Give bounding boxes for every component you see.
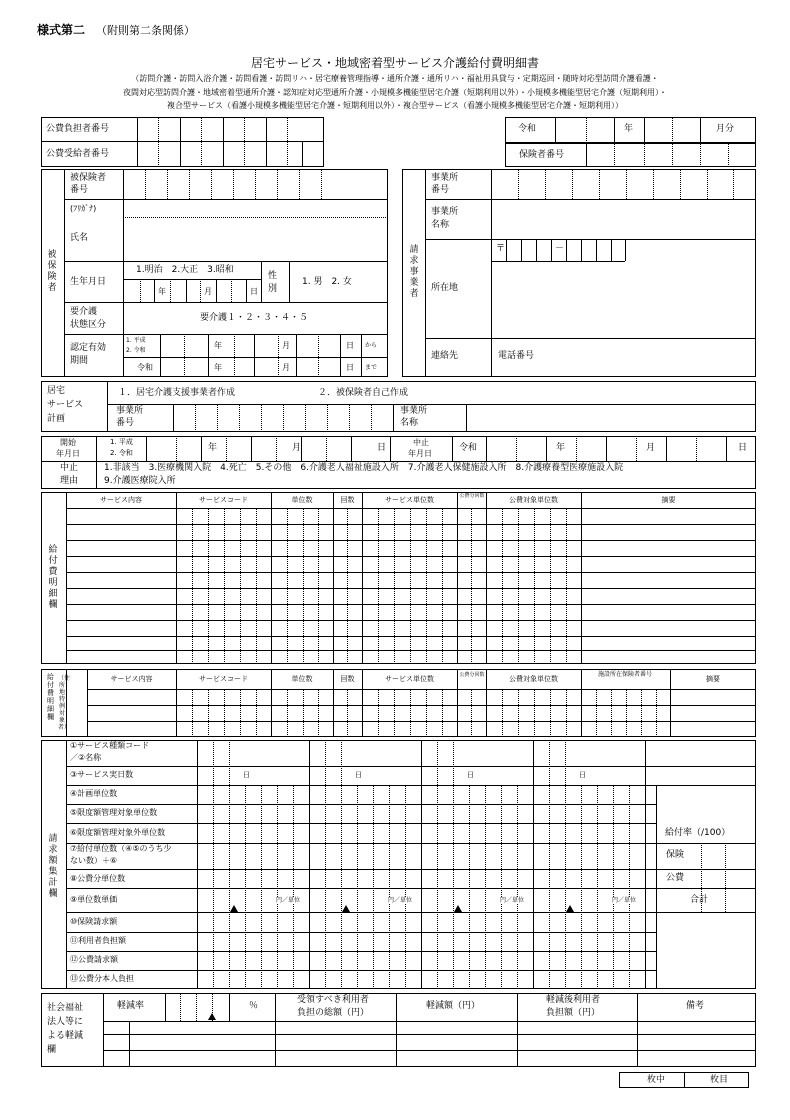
triangle-marker-icon	[454, 905, 462, 912]
stop-reason-label: 中止	[60, 463, 79, 473]
stop-reason-label-2: 理由	[60, 476, 79, 486]
cert-from-year: 年	[214, 341, 222, 350]
stop-reasons-2: 9.介護医療院入所	[104, 476, 176, 486]
cert-to-month: 月	[282, 363, 290, 372]
detail2-section-label: 給付費明細欄	[47, 673, 54, 721]
social-label-1: 社会福祉	[47, 1003, 84, 1013]
contact-label: 連絡先	[431, 351, 459, 361]
detail2-col-service: サービス内容	[110, 675, 153, 683]
row-benefit-units: ⑦給付単位数（④⑤のうち少	[70, 844, 172, 853]
summary-section-label: 請求額集計欄	[48, 834, 58, 899]
detail-col-public-units: 公費対象単位数	[509, 496, 558, 504]
start-year-unit: 年	[208, 443, 218, 453]
stop-era: 令和	[459, 443, 478, 453]
plan-office-no-label: 事業所	[116, 406, 144, 416]
claim-year-label: 年	[624, 124, 634, 134]
detail-section-label: 給付費明細欄	[48, 545, 58, 610]
triangle-marker-icon	[342, 905, 350, 912]
postal-dash: －	[555, 244, 565, 254]
yen-per-unit-3: 円／単位	[500, 897, 525, 904]
form-number: 様式第二	[37, 23, 86, 37]
provider-section	[402, 169, 756, 377]
start-date-label-2: 年月日	[56, 449, 80, 458]
plan-office-no-label-2: 番号	[116, 418, 135, 428]
stop-date-label-2: 年月日	[408, 449, 432, 458]
cert-from-day: 日	[346, 341, 354, 350]
provider-section-label: 請求事業者	[409, 245, 419, 299]
plan-office-name-label-2: 名称	[400, 418, 419, 428]
cert-to-day: 日	[346, 363, 354, 372]
cert-period-label-2: 期間	[70, 356, 89, 366]
row-plan-units: ④計画単位数	[70, 789, 118, 798]
row-nonlimit-units: ⑥限度額管理対象外単位数	[70, 828, 166, 837]
row-service-type: ①サービス種類コード	[70, 741, 150, 750]
cert-to-year: 年	[214, 363, 222, 372]
birthdate-label: 生年月日	[70, 277, 107, 287]
start-month-unit: 月	[292, 443, 302, 453]
service-plan-label-2: サービス	[47, 400, 84, 410]
public-rate-label: 公費	[666, 873, 685, 883]
detail2-col-code: サービスコード	[199, 675, 248, 683]
payer-number-label: 公費負担者番号	[46, 124, 110, 134]
cert-era-heisei: 1. 平成	[126, 337, 146, 344]
row-benefit-units-2: ない数）＋⑥	[70, 856, 118, 865]
cert-from-label: から	[365, 342, 378, 349]
row-unit-price: ⑨単位数単価	[70, 895, 118, 904]
provider-no-label: 事業所	[431, 173, 459, 183]
subtitle-line-3: 複合型サービス（看護小規模多機能型居宅介護・短期利用以外）・複合型サービス（看護小規模多機能型居宅介護・短期利用））	[167, 101, 623, 110]
yen-per-unit-4: 円／単位	[612, 897, 637, 904]
provider-name-label: 事業所	[431, 207, 459, 217]
plan-office-name-label: 事業所	[400, 406, 428, 416]
detail-col-summary: 摘要	[661, 496, 676, 504]
days-unit-1: 日	[243, 771, 250, 779]
detail-col-units: 単位数	[291, 496, 313, 504]
insured-number-label-2: 番号	[70, 185, 89, 195]
detail-col-service: サービス内容	[100, 496, 142, 504]
days-unit-4: 日	[579, 771, 586, 779]
start-day-unit: 日	[377, 443, 387, 453]
row-user-payment: ⑪利用者負担額	[70, 936, 126, 945]
row-public-units: ⑧公費分単位数	[70, 874, 126, 883]
social-label-4: 欄	[47, 1045, 57, 1055]
row-insurance-claim: ⑩保険請求額	[70, 917, 118, 926]
days-unit-2: 日	[355, 771, 362, 779]
postal-mark: 〒	[496, 244, 506, 254]
after-reduction-label-2: 負担額（円）	[546, 1008, 601, 1018]
cert-era-reiwa: 2. 令和	[126, 347, 146, 354]
social-label-2: 法人等に	[47, 1017, 84, 1027]
start-era-reiwa: 2. 令和	[110, 449, 133, 457]
stop-reasons-1: 1.非該当 3.医療機関入院 4.死亡 5.その他 6.介護老人福祉施設入所 7.介護老人保健施設入所 8.介護療養型医療施設入院	[104, 463, 624, 473]
page-title: 居宅サービス・地域密着型サービス介護給付費明細書	[250, 56, 539, 70]
birth-year-unit: 年	[158, 287, 166, 296]
detail-col-count: 回数	[340, 496, 355, 504]
detail2-col-count: 回数	[340, 675, 355, 683]
reduction-rate-label: 軽減率	[117, 1001, 145, 1011]
plan-option-2: ２．被保険者自己作成	[318, 388, 409, 398]
sheet-number-label: 枚目	[710, 1075, 729, 1085]
address-label: 所在地	[431, 283, 459, 293]
remarks-label: 備考	[686, 1001, 705, 1011]
claim-era: 令和	[518, 124, 537, 134]
detail2-col-service-units: サービス単位数	[385, 675, 434, 683]
social-label-3: よる軽減	[47, 1031, 84, 1041]
reduction-amount-label: 軽減額（円）	[426, 1001, 481, 1011]
detail-col-public-count: 公費分回数	[459, 493, 485, 499]
detail-col-service-units: サービス単位数	[385, 496, 434, 504]
care-level-label: 要介護	[70, 307, 98, 317]
cert-period-label: 認定有効	[70, 343, 107, 353]
row-service-days: ③サービス実日数	[70, 770, 134, 779]
name-label: 氏名	[70, 233, 89, 243]
triangle-marker-icon	[566, 905, 574, 912]
row-public-claim: ⑫公費請求額	[70, 955, 118, 964]
start-era-heisei: 1. 平成	[110, 438, 133, 446]
detail2-sub-label: （住所地特例対象者）	[58, 675, 71, 731]
cert-from-month: 月	[282, 341, 290, 350]
sex-options: 1. 男 2. 女	[302, 277, 352, 287]
provider-no-label-2: 番号	[431, 185, 450, 195]
detail-table	[41, 492, 756, 664]
care-level-label-2: 状態区分	[70, 320, 107, 330]
total-label: 合計	[690, 895, 709, 905]
birth-eras: 1.明治 2.大正 3.昭和	[136, 265, 234, 275]
yen-per-unit-1: 円／単位	[276, 897, 301, 904]
furigana-label: (ﾌﾘｶﾞﾅ)	[70, 204, 97, 213]
birth-month-unit: 月	[204, 287, 212, 296]
detail-col-code: サービスコード	[199, 496, 248, 504]
insurer-number-label: 保険者番号	[519, 150, 565, 160]
form-note: （附則第二条関係）	[96, 24, 195, 37]
percent-sign: ％	[249, 1001, 259, 1011]
birth-day-unit: 日	[250, 287, 258, 296]
total-burden-label-2: 負担の総額（円）	[297, 1008, 370, 1018]
cert-until-label: まで	[365, 364, 378, 371]
detail2-col-public-count: 公費分回数	[459, 672, 485, 678]
provider-name-label-2: 名称	[431, 220, 450, 230]
sex-label: 性	[268, 271, 278, 281]
social-reduction-section	[41, 993, 756, 1067]
stop-month-unit: 月	[646, 443, 656, 453]
days-unit-3: 日	[467, 771, 474, 779]
insured-section-label: 被保険者	[47, 250, 57, 293]
yen-per-unit-2: 円／単位	[388, 897, 413, 904]
total-burden-label: 受領すべき利用者	[297, 995, 369, 1005]
care-levels: 要介護１・２・３・４・５	[200, 313, 309, 323]
stop-year-unit: 年	[556, 443, 566, 453]
insurance-rate-label: 保険	[666, 850, 685, 860]
plan-option-1: １．居宅介護支援事業者作成	[118, 388, 236, 398]
detail2-col-summary: 摘要	[706, 675, 720, 683]
service-plan-label: 居宅	[47, 386, 66, 396]
triangle-marker-icon	[208, 1013, 216, 1020]
subtitle-line-2: 夜間対応型訪問介護・地域密着型通所介護・認知症対応型通所介護・小規模多機能型居宅介護（短期利用以外）・小規模多機能型居宅介護（短期利用）・	[123, 88, 667, 97]
detail2-col-facility-insurer: 施設所在保険者番号	[597, 671, 652, 678]
after-reduction-label: 軽減後利用者	[546, 995, 601, 1005]
stop-date-label: 中止	[413, 438, 429, 447]
claim-month-label: 月分	[716, 124, 735, 134]
start-date-label: 開始	[60, 438, 76, 447]
recipient-number-label: 公費受給者番号	[46, 149, 110, 159]
row-limit-units: ⑤限度額管理対象単位数	[70, 808, 158, 817]
triangle-marker-icon	[230, 905, 238, 912]
sex-label-2: 別	[268, 284, 278, 294]
row-public-self-pay: ⑬公費分本人負担	[70, 974, 134, 983]
sheet-total-label: 枚中	[647, 1075, 666, 1085]
service-plan-label-3: 計画	[47, 414, 66, 424]
detail2-col-public-units: 公費対象単位数	[509, 675, 558, 683]
detail2-col-units: 単位数	[291, 675, 313, 683]
row-service-name: ／②名称	[70, 753, 102, 762]
tel-label: 電話番号	[498, 351, 535, 361]
stop-day-unit: 日	[738, 443, 748, 453]
subtitle-line-1: （訪問介護・訪問入浴介護・訪問看護・訪問リハ・居宅療養管理指導・通所介護・通所リハ・福祉用具貸与・定期巡回・随時対応型訪問介護看護・	[131, 74, 659, 83]
benefit-rate-label: 給付率（/100）	[665, 828, 731, 838]
insured-number-label: 被保険者	[70, 173, 107, 183]
cert-reiwa: 令和	[137, 363, 153, 372]
